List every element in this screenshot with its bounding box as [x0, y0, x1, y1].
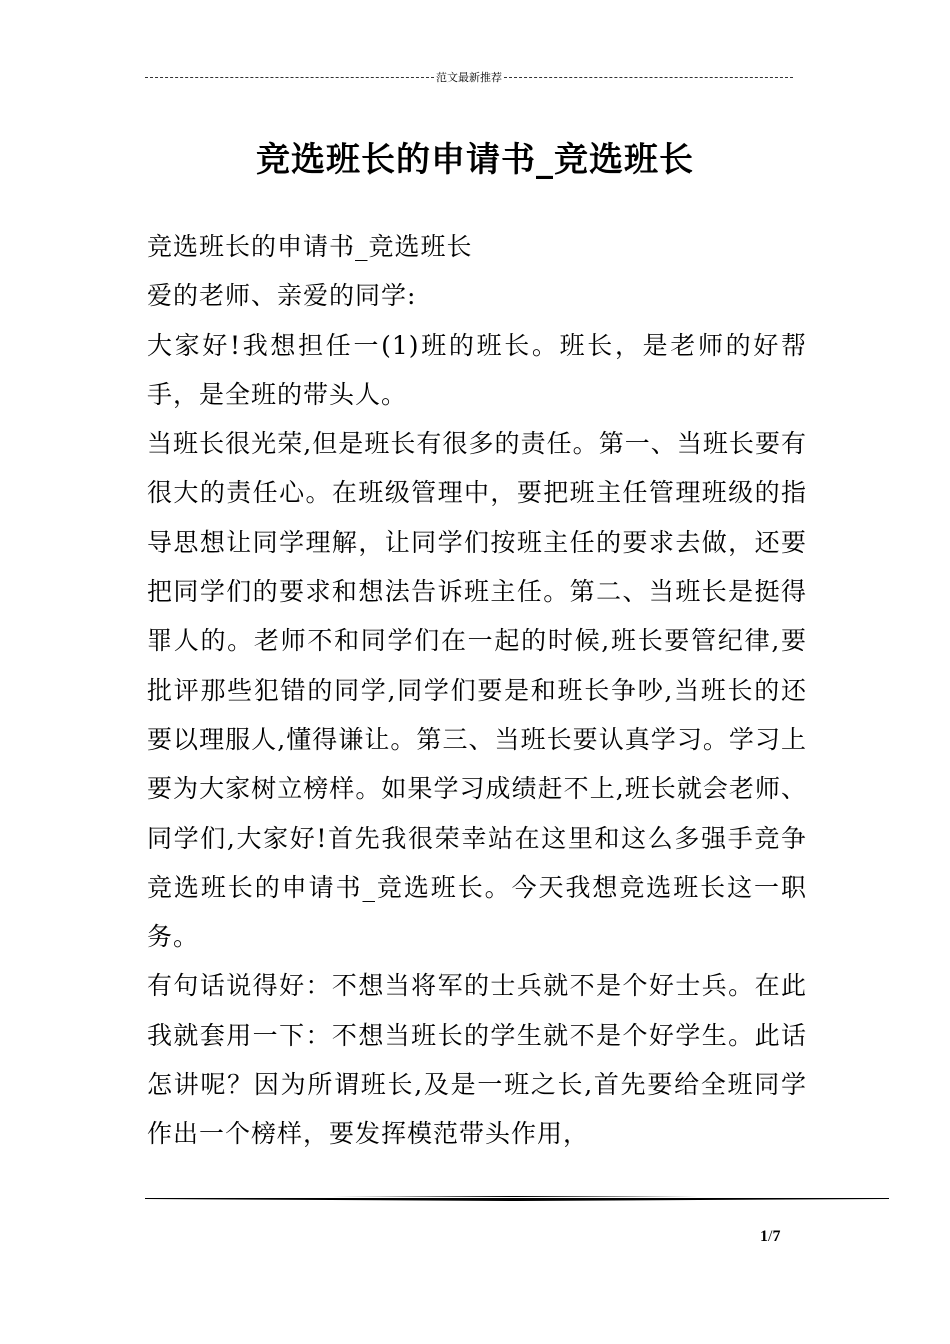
document-title: 竞选班长的申请书_竞选班长 — [256, 140, 694, 180]
footer-rule — [145, 1196, 889, 1201]
document-body — [147, 222, 807, 1159]
paragraph-saying: 有句话说得好：不想当将军的士兵就不是个好士兵。在此我就套用一下：不想当班长的学生就不是个好学生。此话怎讲呢？因为所谓班长,及是一班之长,首先要给全班同学作出一个榜样，要发挥模范带头作用， — [147, 971, 807, 1149]
paragraph-intro: 大家好!我想担任一(1)班的班长。班长，是老师的好帮手，是全班的带头人。 — [147, 330, 807, 409]
page-separator: / — [768, 1228, 773, 1245]
page-total: 7 — [772, 1228, 781, 1245]
header-dash-right — [504, 77, 793, 78]
page-current: 1 — [760, 1228, 768, 1245]
page-number — [760, 1228, 820, 1246]
paragraph-responsibilities: 当班长很光荣,但是班长有很多的责任。第一、当班长要有很大的责任心。在班级管理中，要把班主任管理班级的指导思想让同学理解，让同学们按班主任的要求去做，还要把同学们的要求和想法告诉班主任。第二、当班长是挺得罪人的。老师不和同学们在一起的时候,班长要管纪律,要批评那些犯错的同学,同学们要是和班长争吵,当班长的还要以理服人,懂得谦让。第三、当班长要认真学习。学习上要为大家树立榜样。如果学习成绩赶不上,班长就会老师、同学们,大家好!首先我很荣幸站在这里和这么多强手竞争竞选班长的申请书_竞选班长。今天我想竞选班长这一职务。 — [147, 429, 807, 952]
header-label: 范文最新推荐 — [436, 71, 502, 84]
header-rule — [145, 68, 793, 86]
header-dash-left — [145, 77, 434, 78]
paragraph-salutation: 爱的老师、亲爱的同学: — [147, 281, 417, 311]
paragraph-subtitle: 竞选班长的申请书_竞选班长 — [147, 232, 473, 261]
